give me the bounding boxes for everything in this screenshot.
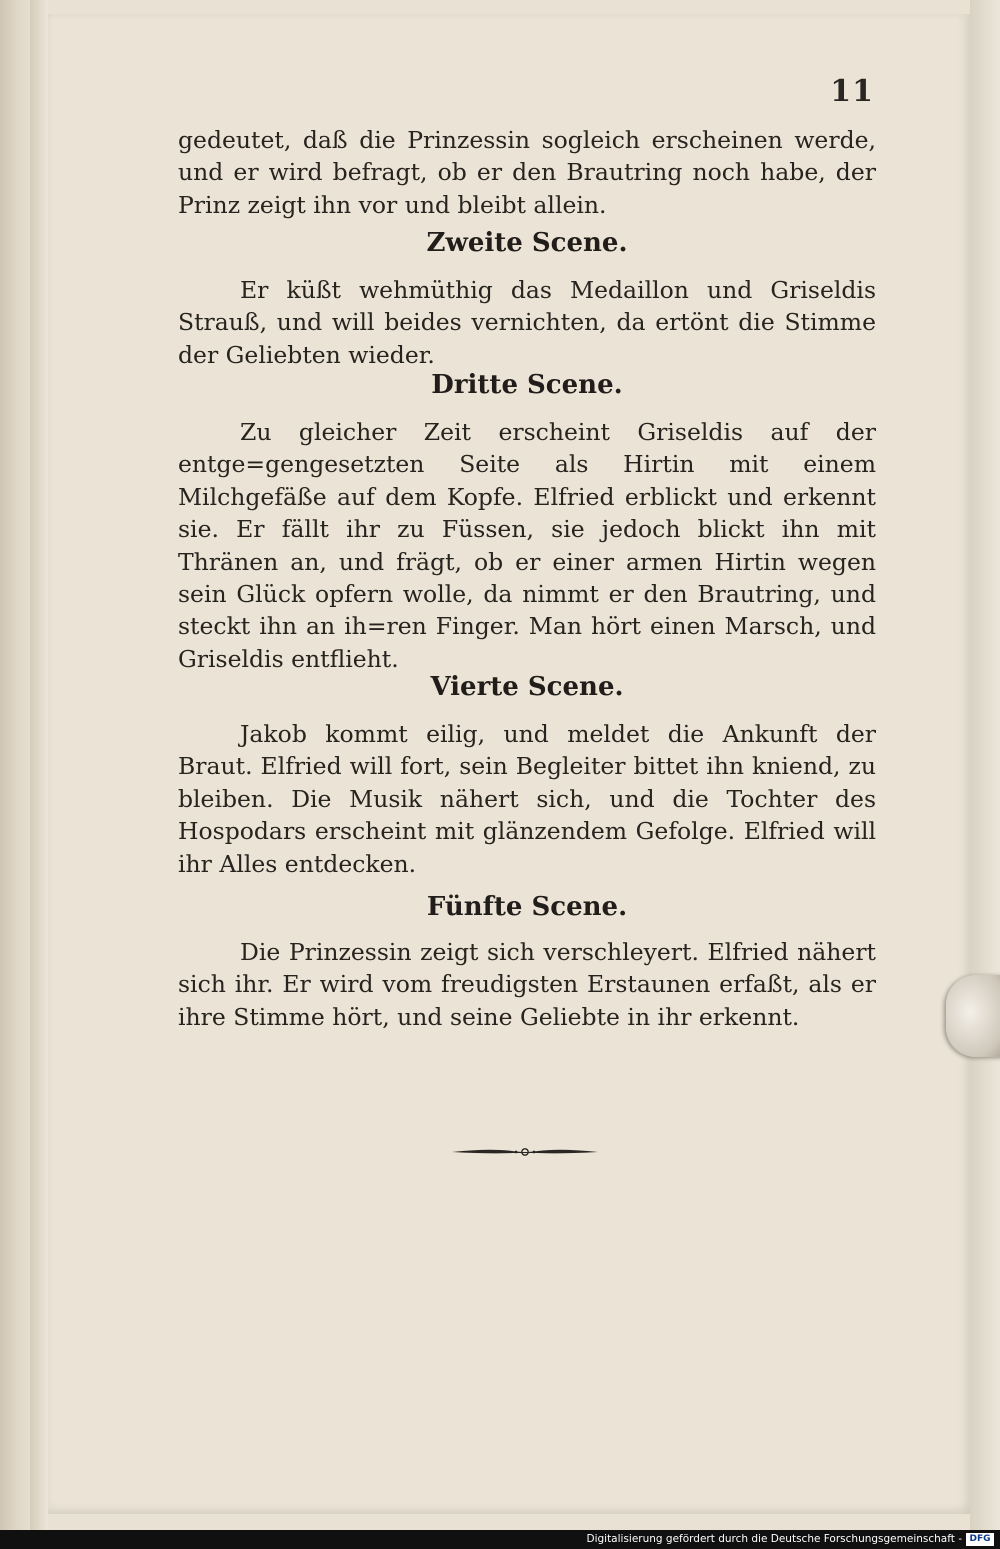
paragraph-text: Die Prinzessin zeigt sich verschleyert. Elfried nähert sich ihr. Er wird vom freudigsten Erstaunen erfaßt, als er ihre Stimme hört, und seine Geliebte in ihr erkennt.: [178, 938, 876, 1031]
binding-shadow: [30, 0, 48, 1530]
scene-heading-dritte: Dritte Scene.: [431, 370, 623, 400]
opening-paragraph: [178, 124, 876, 221]
scene-paragraph-vierte: [178, 718, 876, 880]
scene-paragraph-fuenfte: [178, 936, 876, 1033]
paragraph-text: Er küßt wehmüthig das Medaillon und Griseldis Strauß, und will beides vernichten, da ertönt die Stimme der Geliebten wieder.: [178, 276, 876, 369]
scene-heading-fuenfte: Fünfte Scene.: [426, 892, 628, 922]
scene-heading-vierte: Vierte Scene.: [430, 672, 624, 702]
paragraph-text: Zu gleicher Zeit erscheint Griseldis auf der entge=gengesetzten Seite als Hirtin mit einem Milchgefäße auf dem Kopfe. Elfried erblickt und erkennt sie. Er fällt ihr zu Füssen, sie jedoch blickt ihn mit Thränen an, und frägt, ob er einer armen Hirtin wegen sein Glück opfern wolle, da nimmt er den Brautring, und steckt ihn an ih=ren Finger. Man hört einen Marsch, und Griseldis entflieht.: [178, 418, 876, 673]
funding-credit: Digitalisierung gefördert durch die Deutsche Forschungsgemeinschaft -: [586, 1533, 962, 1545]
page-number: 11: [830, 74, 874, 109]
thumb-index-tab: [946, 975, 1000, 1057]
decorative-rule-ornament-icon: [450, 1142, 600, 1162]
scene-paragraph-zweite: [178, 274, 876, 371]
dfg-logo: DFG: [966, 1533, 994, 1546]
scene-paragraph-dritte: [178, 416, 876, 675]
paragraph-text: Jakob kommt eilig, und meldet die Ankunft der Braut. Elfried will fort, sein Begleiter bittet ihn kniend, zu bleiben. Die Musik nähert sich, und die Tochter des Hospodars erscheint mit glänzendem Gefolge. Elfried will ihr Alles entdecken.: [178, 720, 876, 878]
book-binding: [0, 0, 30, 1530]
scene-heading-zweite: Zweite Scene.: [426, 228, 628, 258]
digitization-footer: [0, 1530, 1000, 1549]
paragraph-text: gedeutet, daß die Prinzessin sogleich erscheinen werde, und er wird befragt, ob er den Brautring noch habe, der Prinz zeigt ihn vor und bleibt allein.: [178, 126, 876, 219]
page-edge: [970, 0, 1000, 1530]
